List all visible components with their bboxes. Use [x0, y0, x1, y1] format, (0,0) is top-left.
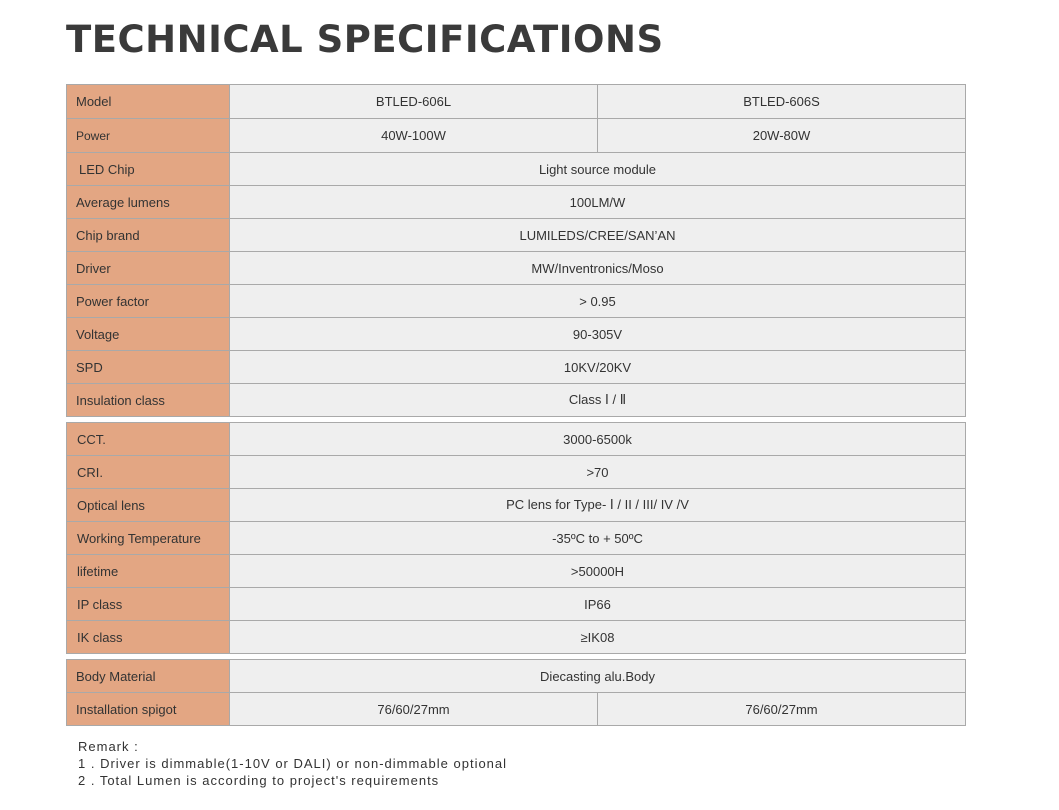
spec-label-spd: SPD [67, 351, 230, 384]
spec-label-installation-spigot: Installation spigot [67, 693, 230, 726]
table-row [67, 153, 966, 186]
table-row [67, 351, 966, 384]
spec-value-ik-class: ≥IK08 [230, 621, 966, 654]
table-row [67, 85, 966, 119]
spec-value-model-606s: BTLED-606S [598, 85, 966, 119]
spec-label-optical-lens: Optical lens [67, 489, 230, 522]
remark-line-1: 1 . Driver is dimmable(1-10V or DALI) or non-dimmable optional [78, 756, 508, 771]
table-row [67, 621, 966, 654]
table-row [67, 456, 966, 489]
spec-value-power-606l: 40W-100W [230, 119, 598, 153]
spec-value-cct: 3000-6500k [230, 423, 966, 456]
table-row [67, 693, 966, 726]
spec-table-mechanical [66, 659, 966, 726]
table-row [67, 252, 966, 285]
spec-table-electrical [66, 84, 966, 417]
table-row [67, 489, 966, 522]
spec-value-working-temperature: -35ºC to + 50ºC [230, 522, 966, 555]
spec-value-chip-brand: LUMILEDS/CREE/SAN’AN [230, 219, 966, 252]
spec-value-optical-lens: PC lens for Type- Ⅰ / II / III/ IV /V [230, 489, 966, 522]
table-row [67, 285, 966, 318]
spec-label-model: Model [67, 85, 230, 119]
table-row [67, 660, 966, 693]
spec-label-insulation-class: Insulation class [67, 384, 230, 417]
spec-label-body-material: Body Material [67, 660, 230, 693]
spec-value-average-lumens: 100LM/W [230, 186, 966, 219]
page-title: TECHNICAL SPECIFICATIONS [66, 18, 664, 61]
spec-value-spigot-606s: 76/60/27mm [598, 693, 966, 726]
spec-label-chip-brand: Chip brand [67, 219, 230, 252]
table-row [67, 119, 966, 153]
spec-label-power: Power [67, 119, 230, 153]
spec-value-spigot-606l: 76/60/27mm [230, 693, 598, 726]
spec-value-cri: >70 [230, 456, 966, 489]
spec-label-led-chip: LED Chip [67, 153, 230, 186]
spec-value-insulation-class: Class Ⅰ / Ⅱ [230, 384, 966, 417]
table-row [67, 423, 966, 456]
spec-label-working-temperature: Working Temperature [67, 522, 230, 555]
table-row [67, 186, 966, 219]
table-row [67, 219, 966, 252]
remark-block [78, 738, 507, 789]
spec-label-lifetime: lifetime [67, 555, 230, 588]
spec-label-cri: CRI. [67, 456, 230, 489]
table-row [67, 384, 966, 417]
spec-label-driver: Driver [67, 252, 230, 285]
spec-value-model-606l: BTLED-606L [230, 85, 598, 119]
table-row [67, 555, 966, 588]
spec-value-led-chip: Light source module [230, 153, 966, 186]
table-row [67, 588, 966, 621]
spec-label-power-factor: Power factor [67, 285, 230, 318]
spec-value-voltage: 90-305V [230, 318, 966, 351]
spec-value-power-factor: > 0.95 [230, 285, 966, 318]
table-row [67, 522, 966, 555]
spec-table-optical [66, 422, 966, 654]
spec-value-ip-class: IP66 [230, 588, 966, 621]
spec-value-body-material: Diecasting alu.Body [230, 660, 966, 693]
spec-value-driver: MW/Inventronics/Moso [230, 252, 966, 285]
spec-value-lifetime: >50000H [230, 555, 966, 588]
remark-line-2: 2 . Total Lumen is according to project's requirements [78, 773, 440, 788]
spec-label-voltage: Voltage [67, 318, 230, 351]
spec-value-power-606s: 20W-80W [598, 119, 966, 153]
spec-label-ip-class: IP class [67, 588, 230, 621]
spec-label-cct: CCT. [67, 423, 230, 456]
spec-label-ik-class: IK class [67, 621, 230, 654]
table-row [67, 318, 966, 351]
spec-label-average-lumens: Average lumens [67, 186, 230, 219]
spec-value-spd: 10KV/20KV [230, 351, 966, 384]
remark-heading: Remark : [78, 739, 139, 754]
